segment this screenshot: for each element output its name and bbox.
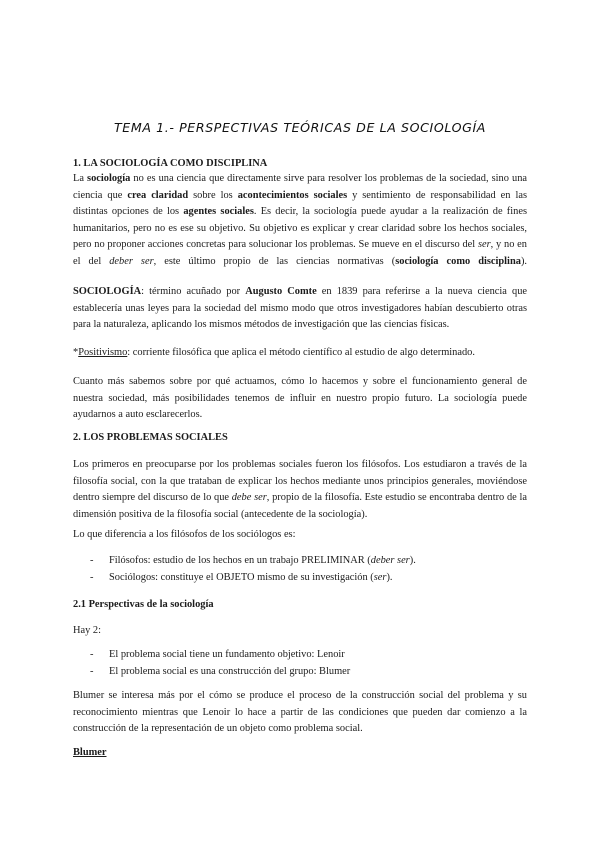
text-run: Sociólogos: constituye el OBJETO mismo de su investigación ( bbox=[109, 572, 374, 583]
note-marker: * bbox=[73, 347, 79, 358]
section-2-heading: 2. LOS PROBLEMAS SOCIALES bbox=[73, 432, 228, 443]
italic-term-deber-ser: deber ser bbox=[109, 255, 154, 267]
text-run: . Es decir, la sociología puede ayudar a la realización de fines humanitarios, pero no es ese su objetivo. Su objetivo es explicar y crear claridad sobre los hechos sociales, pero no proponer acciones concretas para solucionar los problemas. Se mueve en el discurso del bbox=[73, 206, 527, 250]
perspectives-list bbox=[73, 647, 527, 681]
text-run: y sentimiento de responsabilidad en las distintas opciones de los bbox=[73, 189, 527, 217]
section-2-1-heading: 2.1 Perspectivas de la sociología bbox=[73, 599, 214, 610]
italic-term-debe-ser: debe ser bbox=[231, 492, 267, 503]
bold-term-sociologia: sociología bbox=[87, 173, 131, 184]
underlined-term-positivismo: Positivismo bbox=[78, 347, 128, 358]
text-run: ). bbox=[386, 572, 393, 583]
section-2-1-paragraph-1: Hay 2: bbox=[73, 625, 101, 636]
positivism-note bbox=[73, 345, 527, 362]
bold-term-acontecimientos-sociales: acontecimientos sociales bbox=[237, 189, 348, 201]
bold-term-agentes-sociales: agentes sociales bbox=[183, 206, 254, 217]
bold-term-augusto-comte: Augusto Comte bbox=[245, 286, 317, 297]
blumer-subheading bbox=[73, 745, 527, 762]
text-run: ). bbox=[520, 255, 527, 267]
section-1-paragraph-1 bbox=[73, 171, 527, 287]
page-title: TEMA 1.- PERSPECTIVAS TEÓRICAS DE LA SOCIOLOGÍA bbox=[114, 120, 486, 135]
italic-term-ser: ser bbox=[373, 572, 387, 583]
bold-term-crea-claridad: crea claridad bbox=[127, 189, 189, 201]
philosophers-vs-sociologists-list bbox=[73, 553, 527, 587]
italic-term-ser: ser bbox=[477, 239, 491, 250]
text-run: Filósofos: estudio de los hechos en un trabajo PRELIMINAR ( bbox=[109, 555, 371, 566]
section-1-paragraph-3: Cuanto más sabemos sobre por qué actuamos, cómo lo hacemos y sobre el funcionamiento general de nuestra sociedad, más posibilidades tenemos de influir en nuestro propio futuro. La sociología puede ayudarnos a auto esclarecerlos. bbox=[73, 376, 527, 420]
text-run: Los primeros en preocuparse por los problemas sociales fueron los filósofos. Los estudiaron a través de la filosofía social, con la que trataban de explicar los hechos mediante unos principios generales, moviéndose dentro siempre del discurso de lo que bbox=[73, 459, 527, 503]
section-1-heading: 1. LA SOCIOLOGÍA COMO DISCIPLINA bbox=[73, 158, 268, 169]
section-2-paragraph-2: Lo que diferencia a los filósofos de los sociólogos es: bbox=[73, 529, 296, 540]
text-run: : término acuñado por bbox=[141, 286, 246, 297]
bold-term-sociologia-caps: SOCIOLOGÍA bbox=[73, 286, 142, 297]
text-run: , y no en el del bbox=[73, 239, 527, 267]
text-run: , este último propio de las ciencias normativas ( bbox=[153, 255, 396, 267]
list-item bbox=[73, 570, 527, 587]
text-run: en 1839 para referirse a la nueva ciencia que establecería unas leyes para la sociedad del mismo modo que otros investigadores habían descubierto otras para la naturaleza, aplicando los mismos métodos de investigación que las ciencias físicas. bbox=[73, 286, 527, 330]
italic-term-deber-ser: deber ser bbox=[370, 555, 410, 566]
list-item bbox=[73, 553, 527, 570]
section-1-paragraph-2 bbox=[73, 284, 527, 334]
text-run: , propio de la filosofía. Este estudio se encontraba dentro de la dimensión positiva de la filosofía social (antecedente de la sociología). bbox=[73, 492, 527, 520]
text-run: : corriente filosófica que aplica el método científico al estudio de algo determinado. bbox=[127, 347, 475, 358]
section-2-1-paragraph-2: Blumer se interesa más por el cómo se produce el proceso de la construcción social del problema y su reconocimiento mientras que Lenoir lo hace a partir de las condiciones que pueden dar comienzo a la construcción de la representación de un objeto como problema social. bbox=[73, 690, 527, 734]
list-item: - El problema social es una construcción del grupo: Blumer bbox=[73, 664, 527, 681]
text-run: no es una ciencia que directamente sirve para resolver los problemas de la sociedad, sino una ciencia que bbox=[73, 173, 527, 201]
list-item: - El problema social tiene un fundamento objetivo: Lenoir bbox=[73, 647, 527, 664]
bold-term-sociologia-como-disciplina: sociología como disciplina bbox=[395, 255, 521, 267]
blumer-subheading-text: Blumer bbox=[73, 747, 107, 758]
text-run: sobre los bbox=[188, 189, 238, 201]
text-run: ). bbox=[409, 555, 416, 566]
section-2-paragraph-1 bbox=[73, 457, 527, 523]
text-run: La bbox=[73, 173, 88, 184]
